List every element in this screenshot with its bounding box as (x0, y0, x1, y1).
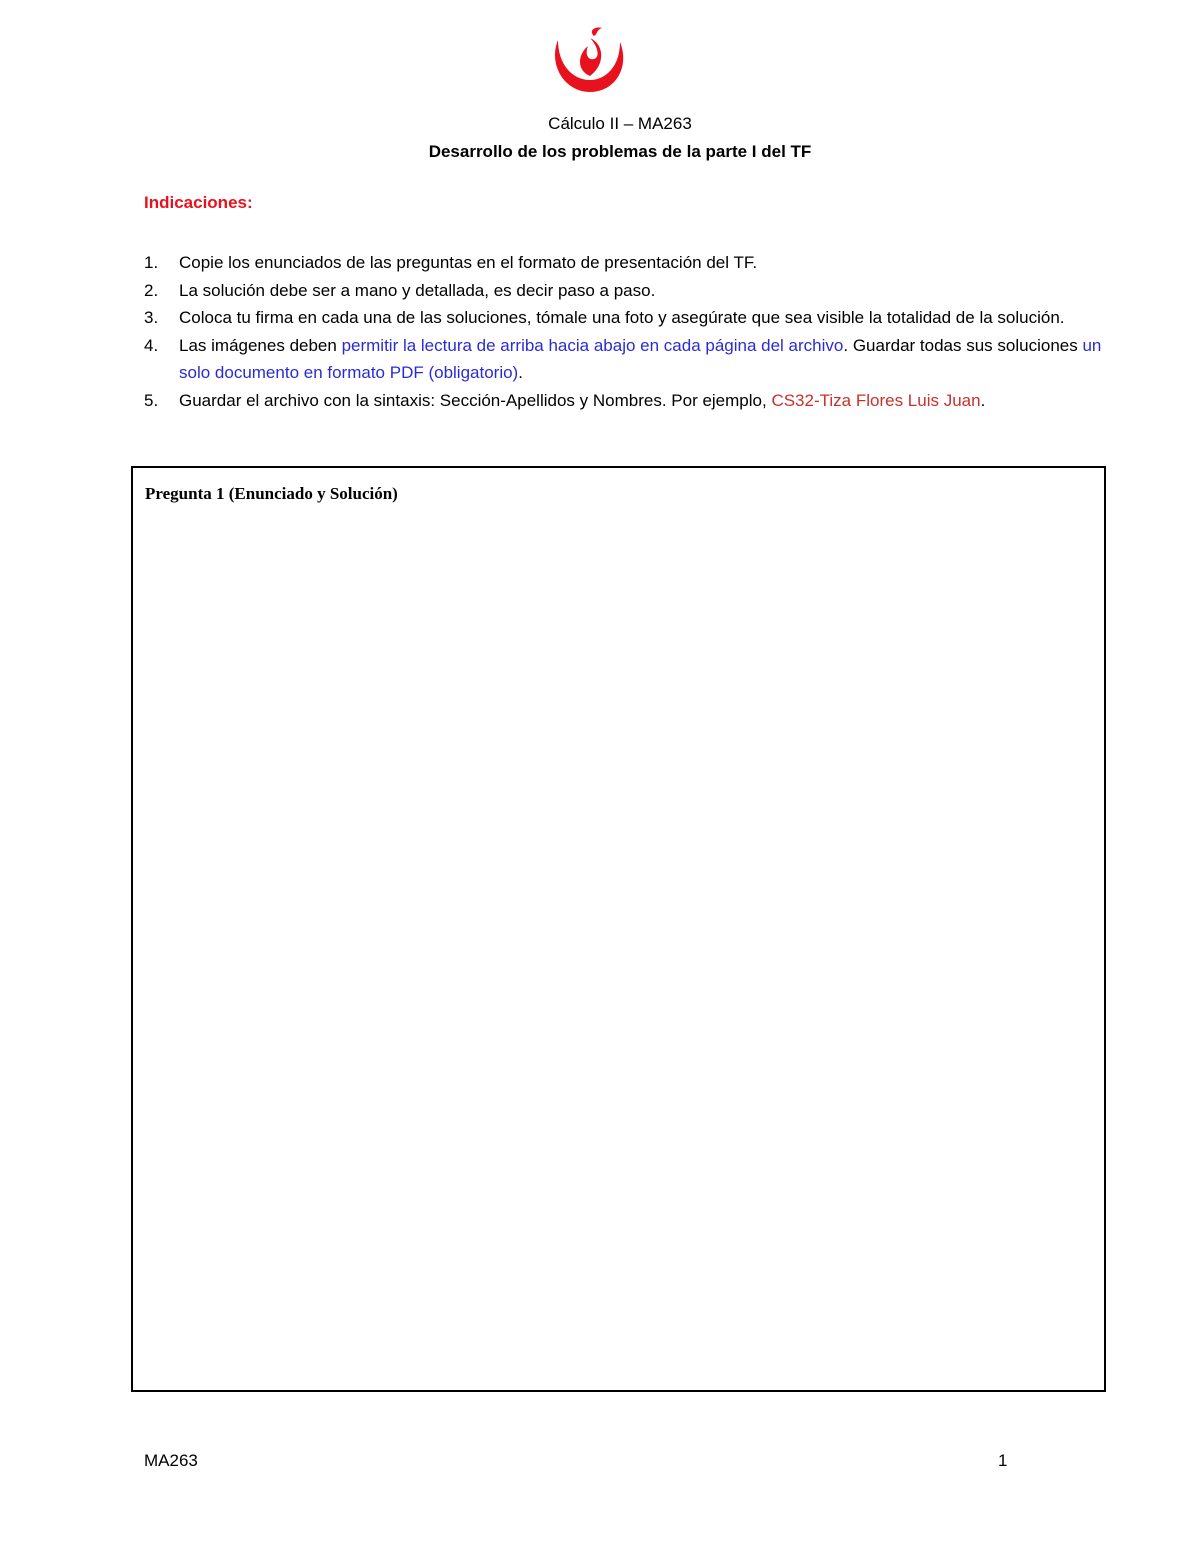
item-text-part: Las imágenes deben (179, 335, 342, 355)
item-text-part: Guardar el archivo con la sintaxis: Sección-Apellidos y Nombres. Por ejemplo, (179, 390, 772, 410)
list-item (144, 304, 1104, 332)
footer-course-code: MA263 (144, 1451, 198, 1470)
list-item (144, 249, 1104, 277)
item-number: 4. (144, 335, 159, 355)
item-text: Coloca tu firma en cada una de las soluciones, tómale una foto y asegúrate que sea visible la totalidad de la solución. (179, 308, 1065, 327)
item-number: 5. (144, 390, 159, 410)
highlighted-text: permitir la lectura de arriba hacia abajo en cada página del archivo (341, 335, 844, 355)
course-title: Cálculo II – MA263 (548, 114, 692, 133)
instructions-list (144, 249, 1104, 414)
list-item (144, 332, 1104, 387)
question-title: Pregunta 1 (Enunciado y Solución) (145, 484, 398, 503)
item-number: 3. (144, 308, 159, 327)
answer-box (131, 466, 1106, 1392)
item-text: La solución debe ser a mano y detallada, es decir paso a paso. (179, 280, 656, 300)
highlighted-text: un solo documento en formato PDF (obligatorio) (179, 335, 1102, 382)
document-subtitle: Desarrollo de los problemas de la parte I del TF (428, 142, 812, 161)
item-text (179, 387, 1104, 415)
item-text: Copie los enunciados de las preguntas en el formato de presentación del TF. (179, 253, 758, 272)
page-number: 1 (998, 1451, 1008, 1470)
instructions-heading: Indicaciones: (144, 193, 253, 212)
example-filename: CS32-Tiza Flores Luis Juan (771, 390, 981, 410)
list-item (144, 387, 1104, 415)
item-number: 2. (144, 280, 159, 300)
item-number: 1. (144, 253, 159, 272)
item-text-part: . Guardar todas sus soluciones (843, 335, 1083, 355)
item-text-part: . (518, 363, 523, 382)
item-text (179, 332, 1104, 387)
university-logo-icon (550, 26, 628, 96)
list-item (144, 277, 1104, 305)
item-text-part: . (980, 390, 986, 410)
